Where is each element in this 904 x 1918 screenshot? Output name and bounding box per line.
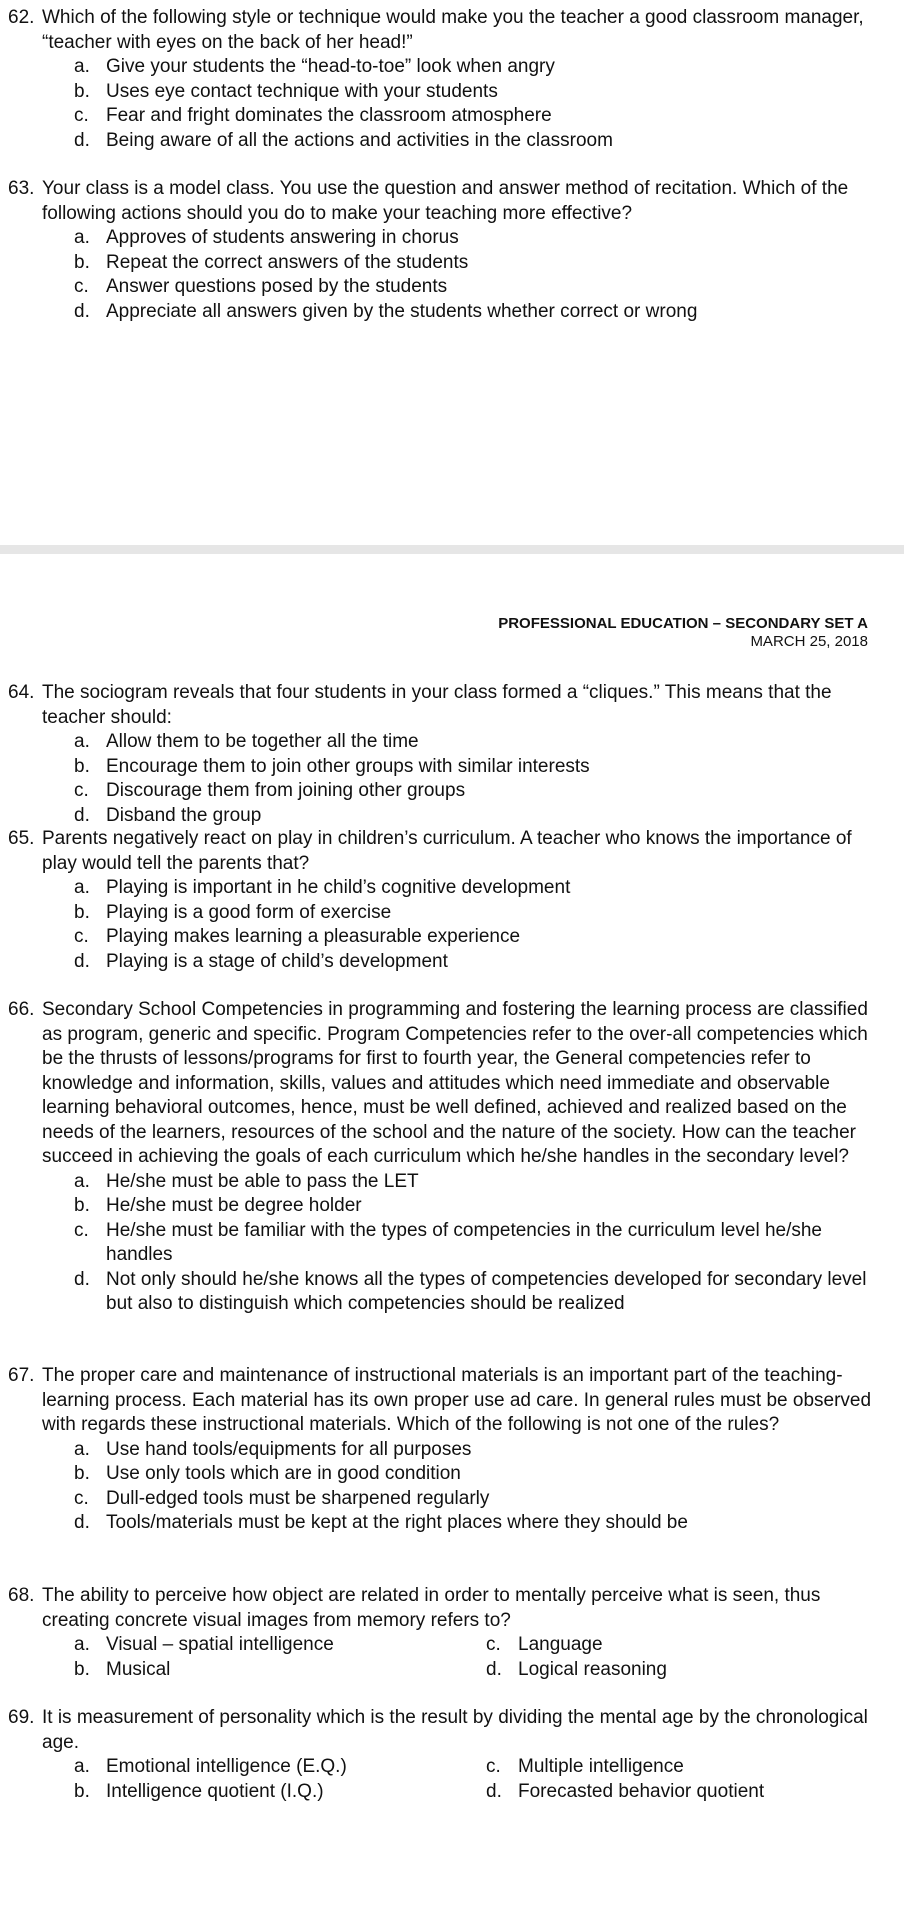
option-c: c. Playing makes learning a pleasurable experience bbox=[74, 926, 521, 947]
option-b: b. Playing is a good form of exercise bbox=[74, 901, 392, 923]
option-b: b. Uses eye contact technique with your students bbox=[74, 80, 498, 102]
option-a: a. Give your students the “head-to-toe” look when angry bbox=[74, 56, 555, 77]
option-c: c. Answer questions posed by the students bbox=[74, 276, 448, 297]
question-text: The sociogram reveals that four students in your class formed a “cliques.” This means that the teacher should: bbox=[42, 682, 832, 728]
option-a: a. Approves of students answering in chorus bbox=[74, 227, 459, 248]
question-68 bbox=[8, 1584, 888, 1682]
question-number: 64. bbox=[8, 682, 35, 703]
option-b: b. Encourage them to join other groups with similar interests bbox=[74, 755, 590, 777]
question-number: 66. bbox=[8, 999, 35, 1020]
option-b: b. He/she must be degree holder bbox=[74, 1195, 362, 1216]
option-c: c. Dull-edged tools must be sharpened regularly bbox=[74, 1487, 490, 1509]
option-d: d. Not only should he/she knows all the types of competencies developed for secondary level but also to distinguish which competencies should be realized bbox=[74, 1268, 867, 1314]
page-divider bbox=[0, 545, 904, 554]
page-2 bbox=[0, 554, 904, 1918]
question-number: 67. bbox=[8, 1365, 35, 1386]
option-d: d. Disband the group bbox=[74, 804, 262, 826]
question-text: The proper care and maintenance of instructional materials is an important part of the teaching-learning process. Each material has its own proper use ad care. In general rules must be observed with regards these instructional materials. Which of the following is not one of the rules? bbox=[42, 1365, 872, 1435]
option-c: c. He/she must be familiar with the types of competencies in the curriculum level he/she handles bbox=[74, 1219, 822, 1265]
option-a: a. Visual – spatial intelligence bbox=[74, 1634, 334, 1655]
page-header bbox=[498, 615, 868, 651]
question-number: 62. bbox=[8, 7, 35, 28]
option-a: a. Use hand tools/equipments for all purposes bbox=[74, 1438, 472, 1460]
option-d: d. Forecasted behavior quotient bbox=[486, 1780, 765, 1802]
option-b: b. Use only tools which are in good condition bbox=[74, 1463, 461, 1484]
option-c: c. Multiple intelligence bbox=[486, 1756, 684, 1777]
question-64 bbox=[8, 681, 888, 828]
option-d: d. Playing is a stage of child’s development bbox=[74, 950, 448, 972]
question-number: 65. bbox=[8, 828, 35, 849]
option-c: c. Fear and fright dominates the classroom atmosphere bbox=[74, 105, 552, 126]
option-a: a. He/she must be able to pass the LET bbox=[74, 1170, 419, 1192]
option-a: a. Allow them to be together all the time bbox=[74, 731, 419, 752]
header-title: PROFESSIONAL EDUCATION – SECONDARY SET A bbox=[498, 615, 868, 632]
question-67 bbox=[8, 1364, 888, 1536]
option-a: a. Emotional intelligence (E.Q.) bbox=[74, 1756, 347, 1777]
option-c: c. Discourage them from joining other groups bbox=[74, 780, 466, 801]
option-a: a. Playing is important in he child’s cognitive development bbox=[74, 877, 571, 898]
question-66 bbox=[8, 998, 888, 1317]
option-b: b. Musical bbox=[74, 1658, 171, 1680]
question-62 bbox=[8, 6, 888, 153]
question-69 bbox=[8, 1706, 888, 1804]
option-d: d. Being aware of all the actions and activities in the classroom bbox=[74, 129, 613, 151]
header-date: MARCH 25, 2018 bbox=[750, 633, 868, 650]
option-b: b. Repeat the correct answers of the students bbox=[74, 251, 469, 273]
question-text: Your class is a model class. You use the question and answer method of recitation. Which of the following actions should you do to make your teaching more effective? bbox=[42, 178, 849, 224]
option-d: d. Appreciate all answers given by the students whether correct or wrong bbox=[74, 300, 698, 322]
option-b: b. Intelligence quotient (I.Q.) bbox=[74, 1780, 324, 1802]
option-d: d. Logical reasoning bbox=[486, 1658, 667, 1680]
question-text: Secondary School Competencies in programming and fostering the learning process are classified as program, generic and specific. Program Competencies refer to the over-all competencies which be the thrusts of lessons/programs for first to fourth year, the General competencies refer to knowledge and information, skills, values and attitudes which need immediate and observable learning behavioral outcomes, hence, must be well defined, achieved and realized based on the needs of the learners, resources of the school and the nature of the society. How can the teacher succeed in achieving the goals of each curriculum which he/she handles in the secondary level? bbox=[42, 999, 868, 1167]
question-number: 69. bbox=[8, 1707, 35, 1728]
question-text: Which of the following style or technique would make you the teacher a good classroom manager, “teacher with eyes on the back of her head!” bbox=[42, 7, 864, 53]
question-65 bbox=[8, 827, 888, 974]
option-c: c. Language bbox=[486, 1634, 603, 1655]
question-number: 68. bbox=[8, 1585, 35, 1606]
page-1 bbox=[0, 0, 904, 545]
question-text: The ability to perceive how object are related in order to mentally perceive what is seen, thus creating concrete visual images from memory refers to? bbox=[42, 1585, 821, 1631]
option-d: d. Tools/materials must be kept at the right places where they should be bbox=[74, 1512, 688, 1533]
question-text: Parents negatively react on play in children’s curriculum. A teacher who knows the importance of play would tell the parents that? bbox=[42, 828, 852, 874]
question-text: It is measurement of personality which is the result by dividing the mental age by the chronological age. bbox=[42, 1707, 868, 1753]
question-number: 63. bbox=[8, 178, 35, 199]
question-63 bbox=[8, 177, 888, 324]
